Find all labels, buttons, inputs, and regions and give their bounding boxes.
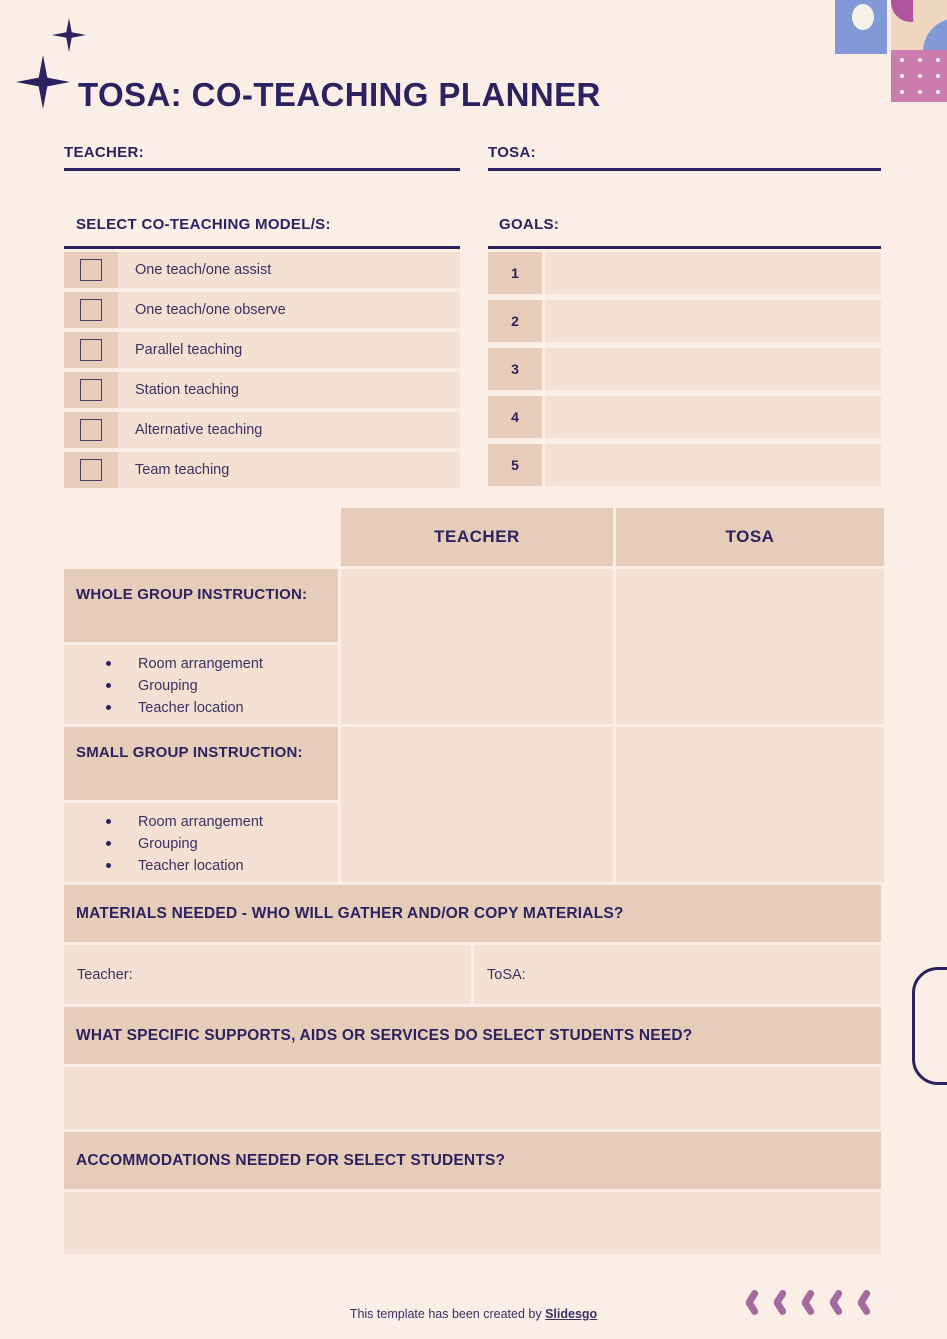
decorative-dot xyxy=(918,90,922,94)
beige-block-shape xyxy=(891,0,947,50)
goal-number: 2 xyxy=(488,300,542,342)
whole-group-teacher-input[interactable] xyxy=(341,569,613,724)
model-label: Team teaching xyxy=(135,462,230,478)
checkbox-icon[interactable] xyxy=(80,299,102,321)
tosa-name-label: TOSA: xyxy=(488,144,536,161)
model-row[interactable] xyxy=(64,332,460,368)
goal-input[interactable] xyxy=(545,300,881,342)
checkbox-icon[interactable] xyxy=(80,259,102,281)
model-label: Station teaching xyxy=(135,382,239,398)
whole-group-tosa-input[interactable] xyxy=(616,569,884,724)
checkbox-icon[interactable] xyxy=(80,339,102,361)
goal-number: 5 xyxy=(488,444,542,486)
materials-inputs-row xyxy=(64,945,881,1004)
co-teaching-model-list xyxy=(64,252,460,492)
goal-number: 3 xyxy=(488,348,542,390)
decorative-dot xyxy=(918,58,922,62)
decorative-dot xyxy=(900,90,904,94)
small-group-row xyxy=(64,727,881,882)
goal-row xyxy=(488,300,881,342)
model-checkbox-cell[interactable] xyxy=(64,292,118,328)
bullet-item: Grouping xyxy=(106,675,338,697)
goal-row xyxy=(488,348,881,390)
sparkle-star-large-icon xyxy=(16,55,70,109)
small-group-title: SMALL GROUP INSTRUCTION: xyxy=(64,727,338,800)
magenta-arc-shape xyxy=(891,0,931,22)
supports-answer-input[interactable] xyxy=(64,1067,881,1129)
planning-table-header-row xyxy=(64,508,881,566)
decorative-dot xyxy=(936,90,940,94)
pink-dotted-square-shape xyxy=(891,50,947,102)
decorative-dot xyxy=(900,74,904,78)
materials-teacher-input[interactable]: Teacher: xyxy=(64,945,471,1004)
models-section-divider xyxy=(64,246,460,249)
model-label: One teach/one observe xyxy=(135,302,286,318)
chevron-left-icon xyxy=(794,1288,812,1316)
goal-row xyxy=(488,396,881,438)
chevron-left-icon xyxy=(822,1288,840,1316)
model-label: One teach/one assist xyxy=(135,262,272,278)
goal-row xyxy=(488,252,881,294)
teacher-name-underline xyxy=(64,168,460,171)
whole-group-label-cell xyxy=(64,569,338,724)
footer-credit-text: This template has been created by xyxy=(349,1307,546,1321)
tosa-name-underline xyxy=(488,168,881,171)
goal-input[interactable] xyxy=(545,396,881,438)
goals-section-heading: GOALS: xyxy=(499,216,560,233)
goal-row xyxy=(488,444,881,486)
checkbox-icon[interactable] xyxy=(80,379,102,401)
small-group-bullets xyxy=(64,803,338,882)
accommodations-section-heading: ACCOMMODATIONS NEEDED FOR SELECT STUDENTS? xyxy=(64,1132,881,1189)
goals-list xyxy=(488,252,881,492)
model-checkbox-cell[interactable] xyxy=(64,252,118,288)
supports-section-heading: WHAT SPECIFIC SUPPORTS, AIDS OR SERVICES DO SELECT STUDENTS NEED? xyxy=(64,1007,881,1064)
teacher-name-label: TEACHER: xyxy=(64,144,144,161)
chevron-left-icon xyxy=(738,1288,756,1316)
chevron-left-icon xyxy=(850,1288,868,1316)
whole-group-title: WHOLE GROUP INSTRUCTION: xyxy=(64,569,338,642)
beige-quarter-circle-shape xyxy=(913,0,947,50)
goals-section-divider xyxy=(488,246,881,249)
model-label: Alternative teaching xyxy=(135,422,263,438)
model-row[interactable] xyxy=(64,372,460,408)
decorative-dot xyxy=(918,74,922,78)
model-row[interactable] xyxy=(64,292,460,328)
small-group-tosa-input[interactable] xyxy=(616,727,884,882)
goal-input[interactable] xyxy=(545,444,881,486)
page-title: TOSA: CO-TEACHING PLANNER xyxy=(78,76,601,113)
rounded-rectangle-outline-shape xyxy=(912,967,947,1085)
corner-decoration xyxy=(835,0,947,105)
model-label: Parallel teaching xyxy=(135,342,243,358)
goal-number: 1 xyxy=(488,252,542,294)
tosa-name-field[interactable] xyxy=(488,144,881,171)
model-row[interactable] xyxy=(64,412,460,448)
sparkle-star-small-icon xyxy=(52,18,86,52)
materials-tosa-input[interactable]: ToSA: xyxy=(474,945,881,1004)
bullet-item: Room arrangement xyxy=(106,811,338,833)
column-header-tosa: TOSA xyxy=(616,508,884,566)
small-group-teacher-input[interactable] xyxy=(341,727,613,882)
model-checkbox-cell[interactable] xyxy=(64,452,118,488)
goal-input[interactable] xyxy=(545,252,881,294)
header-spacer-cell xyxy=(64,508,338,566)
checkbox-icon[interactable] xyxy=(80,459,102,481)
decorative-dot xyxy=(936,58,940,62)
goal-input[interactable] xyxy=(545,348,881,390)
models-section-heading: SELECT CO-TEACHING MODEL/S: xyxy=(76,216,331,233)
slidesgo-link[interactable]: Slidesgo xyxy=(545,1307,598,1321)
model-checkbox-cell[interactable] xyxy=(64,332,118,368)
chevron-left-icon xyxy=(766,1288,784,1316)
model-checkbox-cell[interactable] xyxy=(64,412,118,448)
small-group-label-cell xyxy=(64,727,338,882)
white-circle-shape xyxy=(852,4,874,30)
materials-section-heading: MATERIALS NEEDED - WHO WILL GATHER AND/OR COPY MATERIALS? xyxy=(64,885,881,942)
model-row[interactable] xyxy=(64,452,460,488)
planning-table xyxy=(64,508,881,1257)
bullet-item: Teacher location xyxy=(106,697,338,719)
model-checkbox-cell[interactable] xyxy=(64,372,118,408)
column-header-teacher: TEACHER xyxy=(341,508,613,566)
teacher-name-field[interactable] xyxy=(64,144,460,171)
bullet-item: Teacher location xyxy=(106,855,338,877)
accommodations-answer-input[interactable] xyxy=(64,1192,881,1254)
decorative-dot xyxy=(936,74,940,78)
bullet-item: Grouping xyxy=(106,833,338,855)
checkbox-icon[interactable] xyxy=(80,419,102,441)
model-row[interactable] xyxy=(64,252,460,288)
blue-quarter-circle-shape xyxy=(923,18,947,54)
chevron-decoration-group xyxy=(738,1288,868,1316)
blue-square-shape xyxy=(835,0,887,54)
goal-number: 4 xyxy=(488,396,542,438)
whole-group-bullets xyxy=(64,645,338,724)
whole-group-row xyxy=(64,569,881,724)
bullet-item: Room arrangement xyxy=(106,653,338,675)
decorative-dot xyxy=(900,58,904,62)
